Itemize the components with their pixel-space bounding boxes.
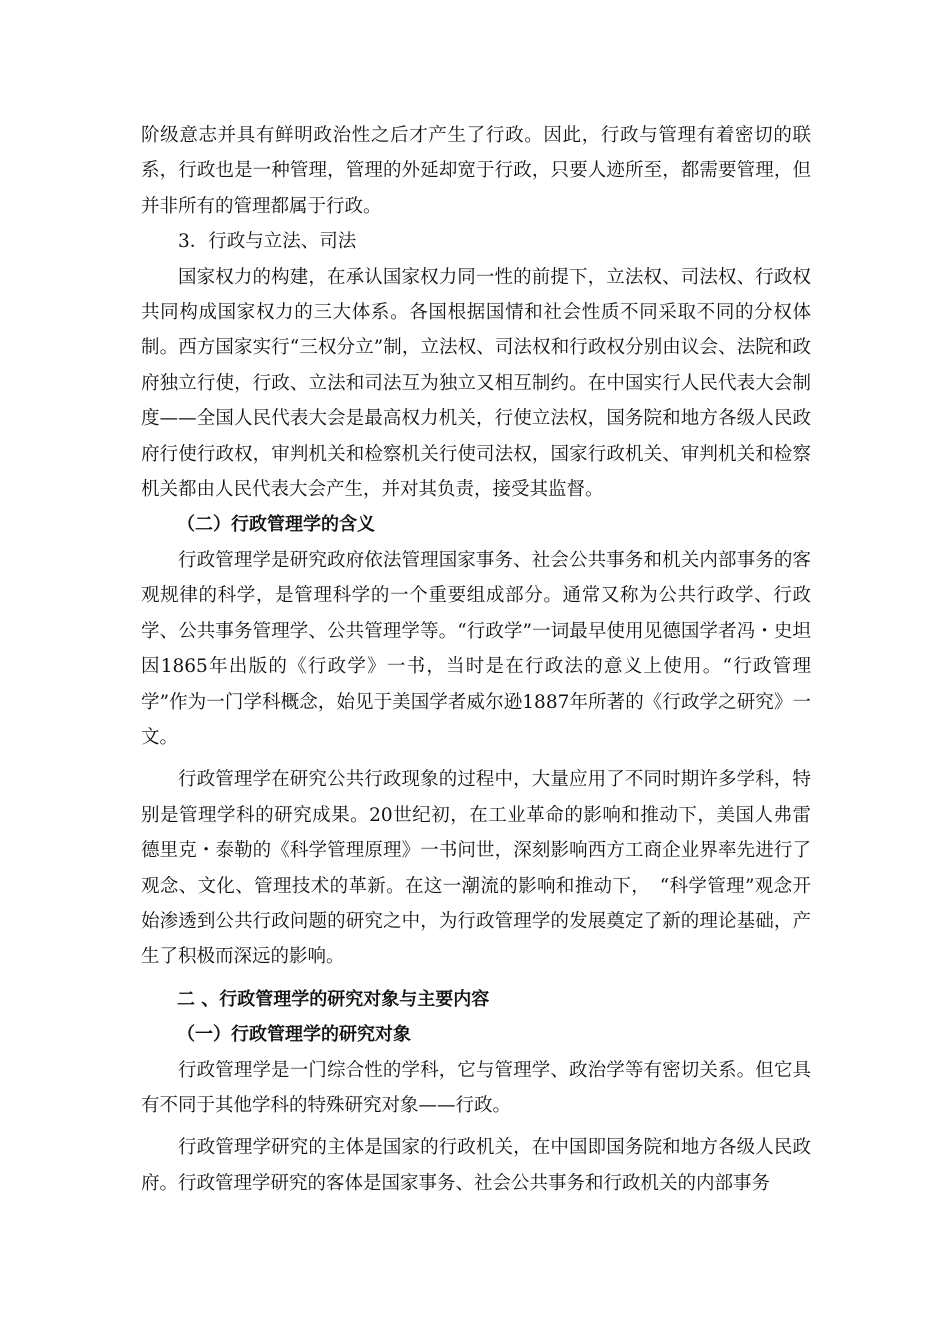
paragraph-comprehensive-discipline: 行政管理学是一门综合性的学科，它与管理学、政治学等有密切关系。但它具有不同于其他学科的特殊研究对象——行政。: [141, 1059, 811, 1116]
section-heading-meaning: （二）行政管理学的含义: [177, 514, 375, 536]
document-body: [141, 118, 811, 1201]
paragraph-subject-object: 行政管理学研究的主体是国家的行政机关，在中国即国务院和地方各级人民政府。行政管理学研究的客体是国家事务、社会公共事务和行政机关的内部事务: [141, 1137, 811, 1194]
section-heading-research-object: （一）行政管理学的研究对象: [177, 1024, 411, 1046]
paragraph-state-power: 国家权力的构建，在承认国家权力同一性的前提下，立法权、司法权、行政权共同构成国家权力的三大体系。各国根据国情和社会性质不同采取不同的分权体制。西方国家实行“三权分立”制，立法权、司法权和行政权分别由议会、法院和政府独立行使，行政、立法和司法互为独立又相互制约。在中国实行人民代表大会制度——全国人民代表大会是最高权力机关，行使立法权，国务院和地方各级人民政府行使行政权，审判机关和检察机关行使司法权，国家行政机关、审判机关和检察机关都由人民代表大会产生，并对其负责，接受其监督。: [141, 266, 811, 501]
paragraph-continuation: 阶级意志并具有鲜明政治性之后才产生了行政。因此，行政与管理有着密切的联系，行政也是一种管理，管理的外延却宽于行政，只要人迹所至，都需要管理，但并非所有的管理都属于行政。: [141, 125, 811, 217]
paragraph-definition: 行政管理学是研究政府依法管理国家事务、社会公共事务和机关内部事务的客观规律的科学，是管理科学的一个重要组成部分。通常又称为公共行政学、行政学、公共事务管理学、公共管理学等。“行政学”一词最早使用见德国学者冯・史坦因1865年出版的《行政学》一书，当时是在行政法的意义上使用。“行政管理学”作为一门学科概念，始见于美国学者威尔逊1887年所著的《行政学之研究》一文。: [141, 549, 811, 748]
paragraph-scientific-management: 行政管理学在研究公共行政现象的过程中，大量应用了不同时期许多学科，特别是管理学科的研究成果。20世纪初，在工业革命的影响和推动下，美国人弗雷德里克・泰勒的《科学管理原理》一书问世，深刻影响西方工商企业界率先进行了观念、文化、管理技术的革新。在这一潮流的影响和推动下， “科学管理”观念开始渗透到公共行政问题的研究之中，为行政管理学的发展奠定了新的理论基础，产生了积极而深远的影响。: [141, 769, 811, 968]
chapter-heading-research-object: 二 、行政管理学的研究对象与主要内容: [177, 988, 490, 1010]
subsection-item-3: 3．行政与立法、司法: [178, 231, 357, 253]
